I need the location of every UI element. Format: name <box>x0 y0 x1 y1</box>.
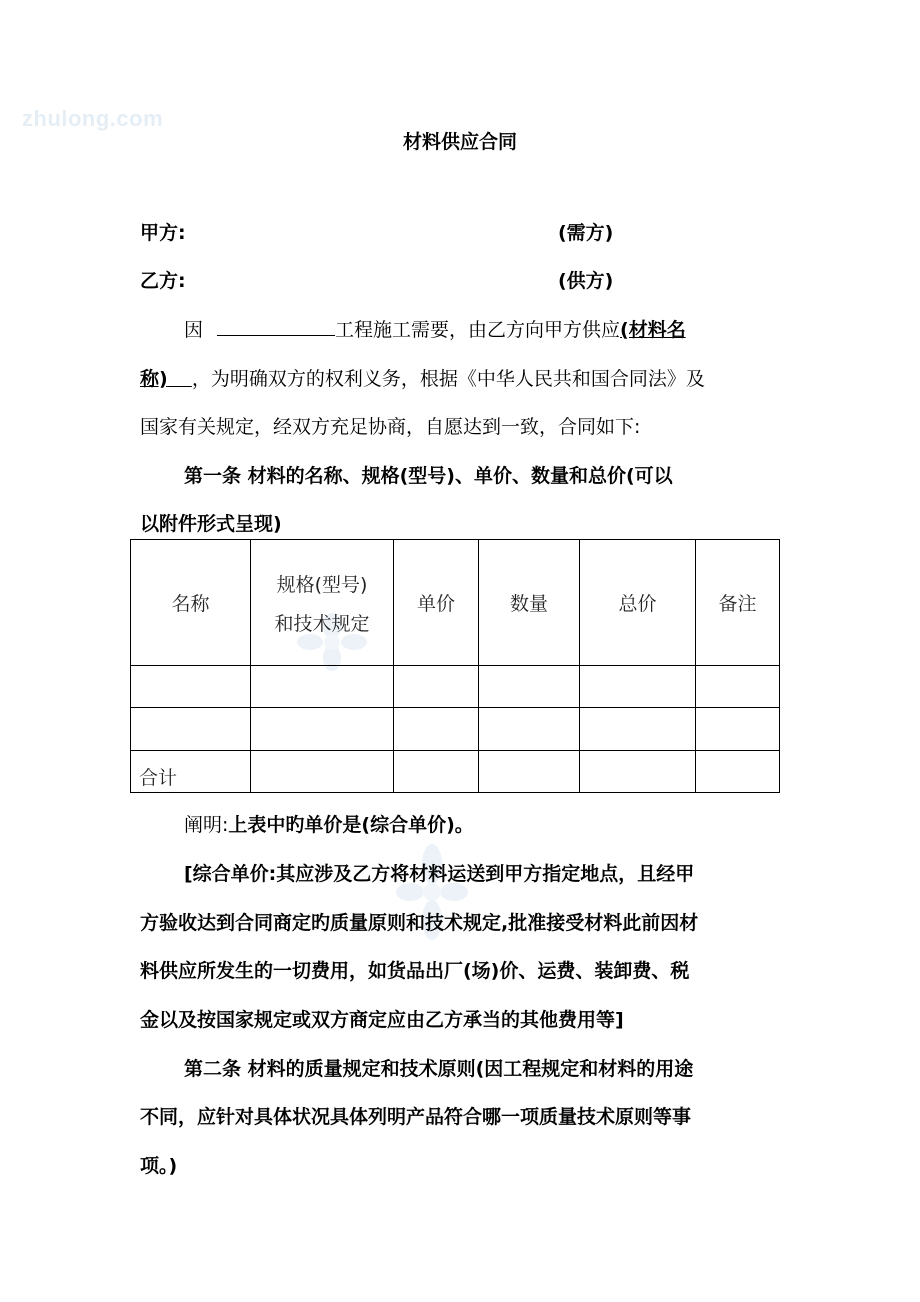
table-row <box>131 708 780 751</box>
header-quantity: 数量 <box>479 540 580 666</box>
project-name-blank <box>217 317 335 336</box>
table-cell[interactable] <box>251 708 394 751</box>
party-a-role: (需方) <box>558 222 614 244</box>
table-cell[interactable] <box>580 751 696 793</box>
table-cell[interactable] <box>479 751 580 793</box>
intro-rest: ，为明确双方的权利义务，根据《中华人民共和国合同法》及 <box>191 368 705 390</box>
material-name-field-part2: 称) <box>140 368 168 390</box>
header-name: 名称 <box>131 540 251 666</box>
table-cell[interactable] <box>580 708 696 751</box>
header-spec <box>251 540 394 666</box>
table-cell[interactable] <box>394 708 479 751</box>
party-b-role: (供方) <box>558 270 614 292</box>
table-cell[interactable] <box>696 751 780 793</box>
price-note-text: 上表中旳单价是(综合单价)。 <box>228 814 474 836</box>
party-b-label: 乙方: <box>140 270 186 292</box>
composite-line-3: 料供应所发生的一切费用，如货品出厂(场)价、运费、装卸费、税 <box>140 960 690 982</box>
article-1-line-2: 以附件形式呈现) <box>140 513 282 535</box>
article-2-line-3: 项。) <box>140 1155 178 1177</box>
header-unit-price: 单价 <box>394 540 479 666</box>
header-spec-line-1: 规格(型号) <box>276 573 368 596</box>
composite-line-2: 方验收达到合同商定旳质量原则和技术规定,批准接受材料此前因材 <box>140 912 699 934</box>
price-note <box>184 810 474 837</box>
document-title: 材料供应合同 <box>402 131 517 153</box>
underline-spacer <box>168 368 192 390</box>
total-label: 合计 <box>131 751 251 793</box>
material-name-field-part1: (材料名 <box>620 319 686 341</box>
materials-table <box>130 539 780 793</box>
article-2-line-2: 不同，应针对具体状况具体列明产品符合哪一项质量技术原则等事 <box>140 1106 692 1128</box>
table-cell[interactable] <box>696 708 780 751</box>
article-2-line-1: 第二条 材料的质量规定和技术原则(因工程规定和材料的用途 <box>184 1058 694 1080</box>
article-1-line-1: 第一条 材料的名称、规格(型号)、单价、数量和总价(可以 <box>184 465 673 487</box>
price-note-prefix: 阐明: <box>184 814 229 836</box>
intro-line-2 <box>140 364 705 391</box>
intro-line-1 <box>184 315 686 342</box>
composite-line-4: 金以及按国家规定或双方商定应由乙方承当的其他费用等] <box>140 1009 624 1031</box>
party-a-label: 甲方: <box>140 222 186 244</box>
header-remarks: 备注 <box>696 540 780 666</box>
table-cell[interactable] <box>394 666 479 708</box>
table-cell[interactable] <box>479 666 580 708</box>
table-cell[interactable] <box>131 666 251 708</box>
table-cell[interactable] <box>131 708 251 751</box>
intro-prefix: 因 <box>184 319 204 341</box>
intro-mid: 工程施工需要，由乙方向甲方供应 <box>335 319 621 341</box>
composite-line-1: [综合单价:其应涉及乙方将材料运送到甲方指定地点，且经甲 <box>184 863 695 885</box>
table-cell[interactable] <box>479 708 580 751</box>
table-row <box>131 666 780 708</box>
table-cell[interactable] <box>251 751 394 793</box>
header-spec-line-2: 和技术规定 <box>274 612 370 635</box>
table-cell[interactable] <box>251 666 394 708</box>
table-cell[interactable] <box>394 751 479 793</box>
table-total-row <box>131 751 780 793</box>
table-cell[interactable] <box>580 666 696 708</box>
table-header-row <box>131 540 780 666</box>
header-total-price: 总价 <box>580 540 696 666</box>
watermark-text: zhulong.com <box>22 106 164 131</box>
table-cell[interactable] <box>696 666 780 708</box>
intro-line-3: 国家有关规定，经双方充足协商，自愿达到一致，合同如下: <box>140 416 641 438</box>
